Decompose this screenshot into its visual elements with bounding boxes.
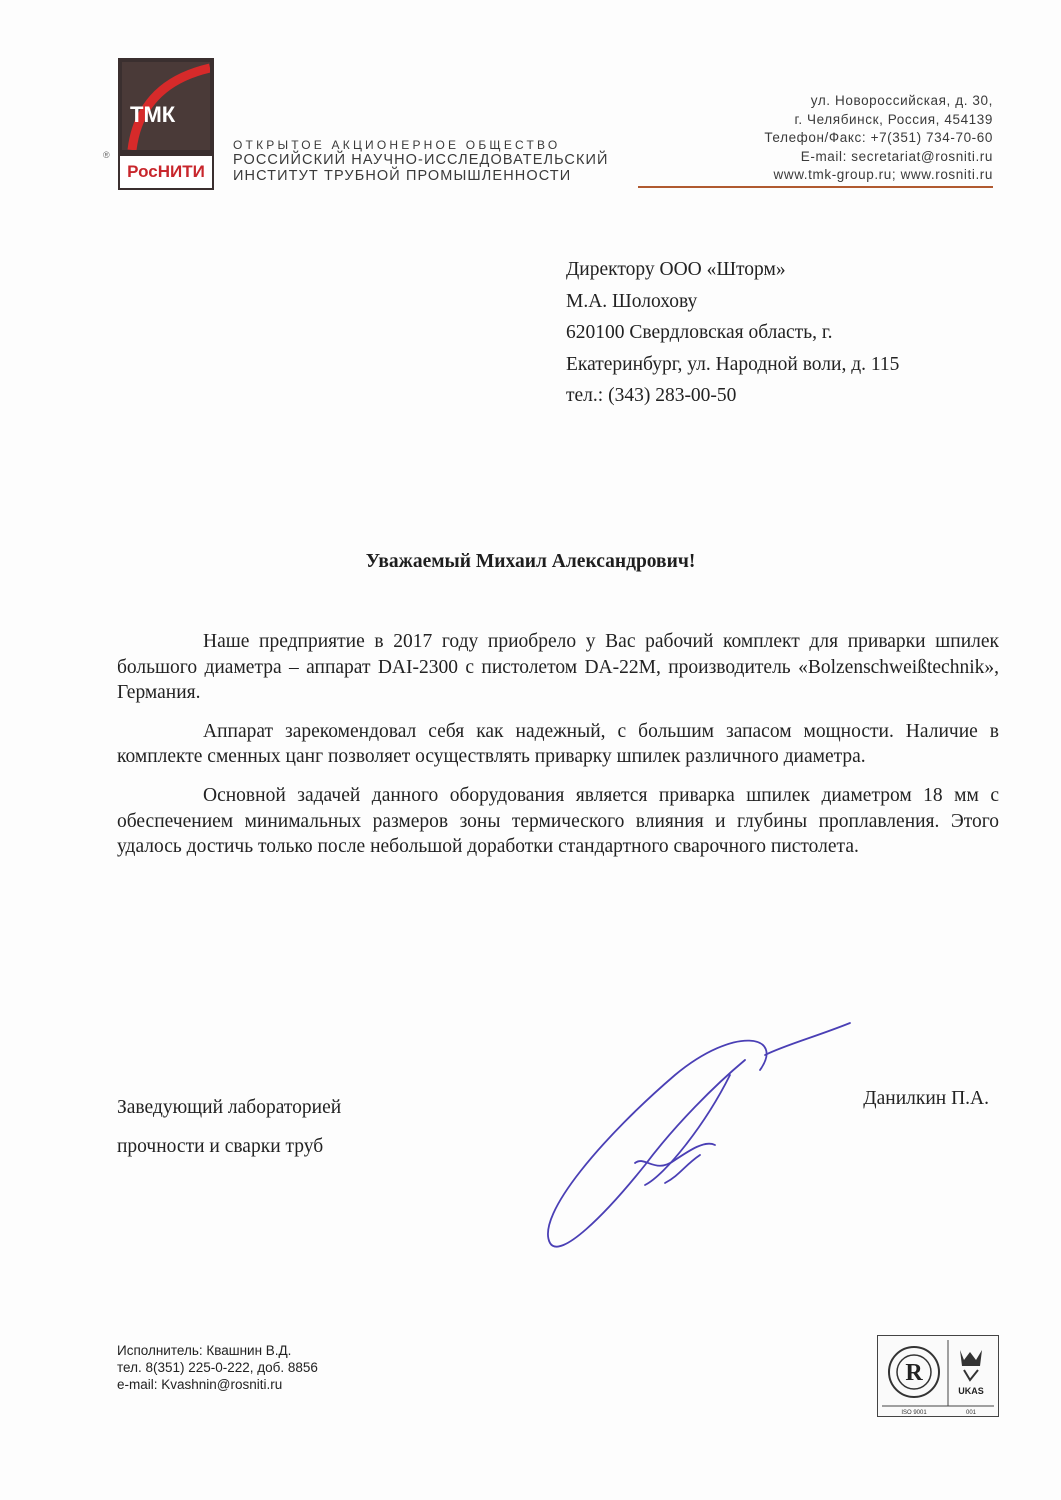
executor-phone: тел. 8(351) 225-0-222, доб. 8856 [117, 1360, 318, 1375]
addressee-line: Директору ООО «Шторм» [566, 259, 786, 280]
body-paragraph: Основной задачей данного оборудования является приварка шпилек диаметром 18 мм с обеспечением минимальных размеров зоны термического влияния и глубины проплавления. Этого удалось достичь только после небольшой доработки стандартного сварочного пистолета. [117, 784, 999, 858]
handwritten-signature [515, 1015, 860, 1255]
svg-text:001: 001 [965, 1410, 977, 1416]
ukas-crown-icon [958, 1350, 984, 1396]
contact-block [764, 92, 993, 185]
company-logo [118, 58, 214, 190]
org-line-1: ОТКРЫТОЕ АКЦИОНЕРНОЕ ОБЩЕСТВО [233, 138, 561, 152]
executor-block [117, 1342, 318, 1393]
org-line-3: ИНСТИТУТ ТРУБНОЙ ПРОМЫШЛЕННОСТИ [233, 168, 572, 184]
body-paragraph: Аппарат зарекомендовал себя как надежный, с большим запасом мощности. Наличие в комплекте сменных цанг позволяет осуществлять приварку шпилек различного диаметра. [117, 720, 999, 768]
header-divider [638, 186, 993, 188]
addressee-block [566, 254, 899, 412]
signatory-position-line: прочности и сварки труб [117, 1136, 324, 1157]
logo-rosniti-label: РосНИТИ [118, 154, 214, 190]
executor-name: Исполнитель: Квашнин В.Д. [117, 1343, 292, 1358]
body-paragraph: Наше предприятие в 2017 году приобрело у Вас рабочий комплект для приварки шпилек большого диаметра – аппарат DAI-2300 с пистолетом DA-22M, производитель «Bolzenschweißtechnik», Германия. [117, 631, 999, 704]
signatory-name: Данилкин П.А. [863, 1088, 989, 1109]
addressee-line: Екатеринбург, ул. Народной воли, д. 115 [566, 353, 900, 375]
tmk-logo-mark [122, 62, 210, 150]
executor-email: e-mail: Kvashnin@rosniti.ru [117, 1377, 283, 1392]
organization-name [233, 138, 609, 184]
addressee-line: тел.: (343) 283-00-50 [566, 385, 737, 406]
contact-phone: Телефон/Факс: +7(351) 734-70-60 [764, 130, 993, 145]
svg-text:UKAS: UKAS [958, 1386, 984, 1396]
svg-text:ISO 9001: ISO 9001 [901, 1410, 927, 1416]
quality-mark-icon [889, 1347, 939, 1397]
contact-address-city: г. Челябинск, Россия, 454139 [794, 111, 993, 127]
org-line-2: РОССИЙСКИЙ НАУЧНО-ИССЛЕДОВАТЕЛЬСКИЙ [233, 152, 609, 168]
letter-body [117, 629, 999, 873]
svg-text:R: R [905, 1360, 923, 1386]
contact-address-street: ул. Новороссийская, д. 30, [810, 93, 993, 108]
addressee-line: 620100 Свердловская область, г. [566, 322, 833, 343]
contact-websites: www.tmk-group.ru; www.rosniti.ru [773, 167, 993, 182]
salutation: Уважаемый Михаил Александрович! [365, 551, 696, 572]
signatory-position [117, 1088, 341, 1166]
addressee-line: М.А. Шолохову [566, 290, 698, 312]
registered-mark-icon: ® [103, 150, 110, 160]
logo-tmk-text: ТМК [130, 102, 176, 127]
signatory-position-line: Заведующий лабораторией [117, 1097, 342, 1118]
certification-badge [877, 1335, 999, 1417]
contact-email: E-mail: secretariat@rosniti.ru [800, 148, 993, 164]
